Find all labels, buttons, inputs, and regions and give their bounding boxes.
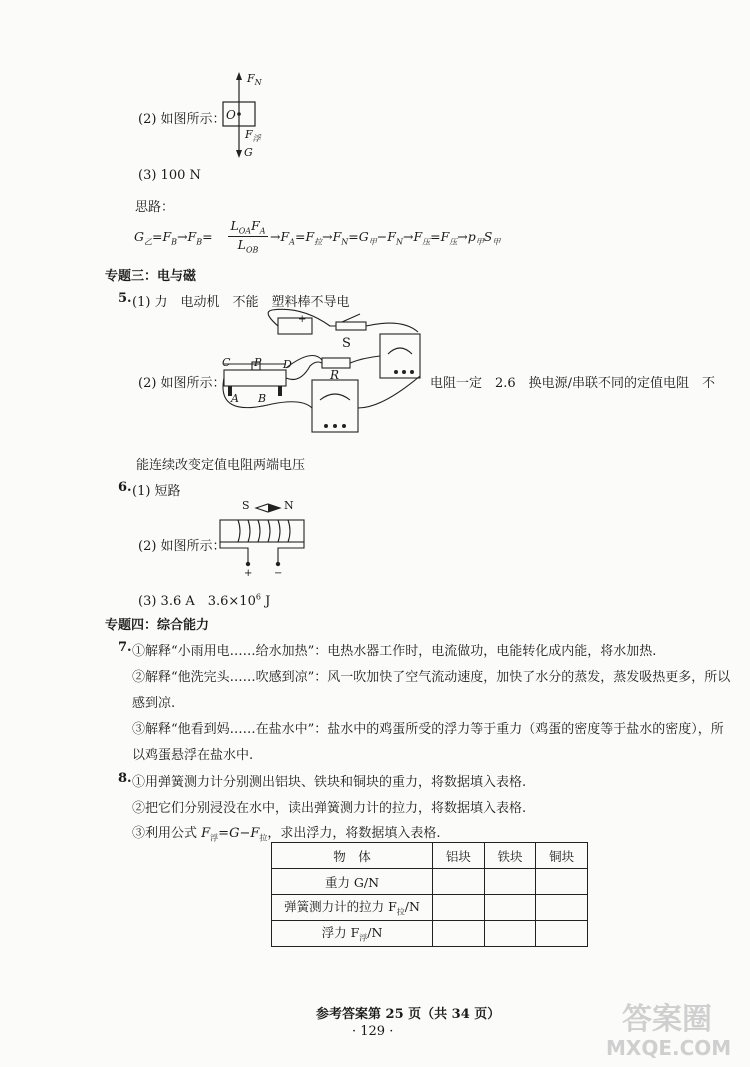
resistor-r-label: R — [330, 368, 340, 382]
table-cell — [484, 895, 536, 921]
plus-terminal-label: + — [244, 568, 253, 579]
q4-part2-label: (2) 如图所示： — [138, 112, 226, 127]
watermark-url: MXQE.COM — [606, 1036, 732, 1060]
q7-line2: ②解释“他洗完头……吹感到凉”：风一吹加快了空气流动速度，加快了水分的蒸发，蒸发吸热更多，所以 — [132, 670, 731, 685]
table-cell — [484, 921, 536, 947]
table-cell — [433, 895, 485, 921]
q6-part1: (1) 短路 — [132, 484, 181, 499]
topic3-heading: 专题三：电与磁 — [105, 269, 197, 284]
switch-s-label: S — [342, 336, 351, 351]
q7-line4: ③解释“他看到妈……在盐水中”：盐水中的鸡蛋所受的浮力等于重力（鸡蛋的密度等于盐水的密度），所 — [132, 722, 724, 737]
col-header-iron: 铁块 — [484, 843, 536, 869]
terminal-d: D — [283, 358, 292, 371]
fn-label: $F_N$ — [247, 72, 262, 88]
page-number: · 129 · — [352, 1024, 394, 1039]
watermark-logo: 答案圈 — [622, 1002, 712, 1037]
q5-part2-label: (2) 如图所示： — [138, 376, 226, 391]
q7-number: 7. — [118, 640, 132, 655]
terminal-p: P — [254, 356, 262, 369]
table-cell — [433, 869, 485, 895]
battery-plus-label: + — [298, 314, 307, 325]
terminal-b: B — [258, 392, 267, 405]
q8-line1: ①用弹簧测力计分别测出铝块、铁块和铜块的重力，将数据填入表格. — [132, 775, 527, 790]
circuit-diagram — [212, 308, 432, 448]
q7-line1: ①解释“小雨用电……给水加热”：电热水器工作时，电流做功，电能转化成内能，将水加热. — [132, 644, 657, 659]
q5-part1: (1) 力 电动机 不能 塑料棒不导电 — [132, 295, 350, 310]
q5-part2-answer: 电阻一定 2.6 换电源/串联不同的定值电阻 不 — [430, 376, 716, 391]
q7-line3: 感到凉. — [132, 696, 176, 711]
q8-line2: ②把它们分别浸没在水中，读出弹簧测力计的拉力，将数据填入表格. — [132, 801, 527, 816]
topic4-heading: 专题四：综合能力 — [105, 618, 210, 633]
pole-n-label: N — [284, 499, 294, 512]
ffu-label: $F_浮$ — [245, 128, 261, 144]
q5-part2-continued: 能连续改变定值电阻两端电压 — [136, 458, 306, 473]
q8-number: 8. — [118, 771, 132, 786]
q4-part3: (3) 100 N — [138, 168, 201, 183]
row-label-weight: 重力 G/N — [272, 869, 433, 895]
q8-line3: ③利用公式 $F_浮=G-F_拉$，求出浮力，将数据填入表格. — [132, 826, 441, 843]
formula-fraction: $L_{OA}F_A$ $L_{OB}$ — [228, 218, 268, 254]
q6-part2-label: (2) 如图所示： — [138, 539, 226, 554]
q6-part3: (3) 3.6 A $3.6\times 10^6$ J — [138, 592, 271, 609]
g-label: G — [244, 146, 253, 159]
table-cell — [536, 869, 588, 895]
terminal-a: A — [231, 392, 239, 405]
table-cell — [536, 895, 588, 921]
thinking-label: 思路： — [135, 200, 175, 215]
minus-terminal-label: − — [274, 568, 283, 579]
terminal-c: C — [222, 356, 231, 369]
q5-number: 5. — [118, 291, 132, 306]
q6-number: 6. — [118, 480, 132, 495]
page-info: 参考答案第 25 页（共 34 页） — [316, 1007, 501, 1022]
col-header-object: 物 体 — [272, 843, 433, 869]
data-table — [271, 842, 588, 947]
col-header-aluminum: 铝块 — [433, 843, 485, 869]
col-header-copper: 铜块 — [536, 843, 588, 869]
o-label: O — [226, 108, 236, 122]
table-cell — [433, 921, 485, 947]
row-label-tension: 弹簧测力计的拉力 $F_拉/N$ — [272, 895, 433, 921]
row-label-buoyancy: 浮力 $F_浮/N$ — [272, 921, 433, 947]
table-cell — [536, 921, 588, 947]
pole-s-label: S — [242, 499, 250, 512]
coil-diagram — [212, 500, 312, 580]
q7-line5: 以鸡蛋悬浮在盐水中. — [132, 748, 254, 763]
table-cell — [484, 869, 536, 895]
